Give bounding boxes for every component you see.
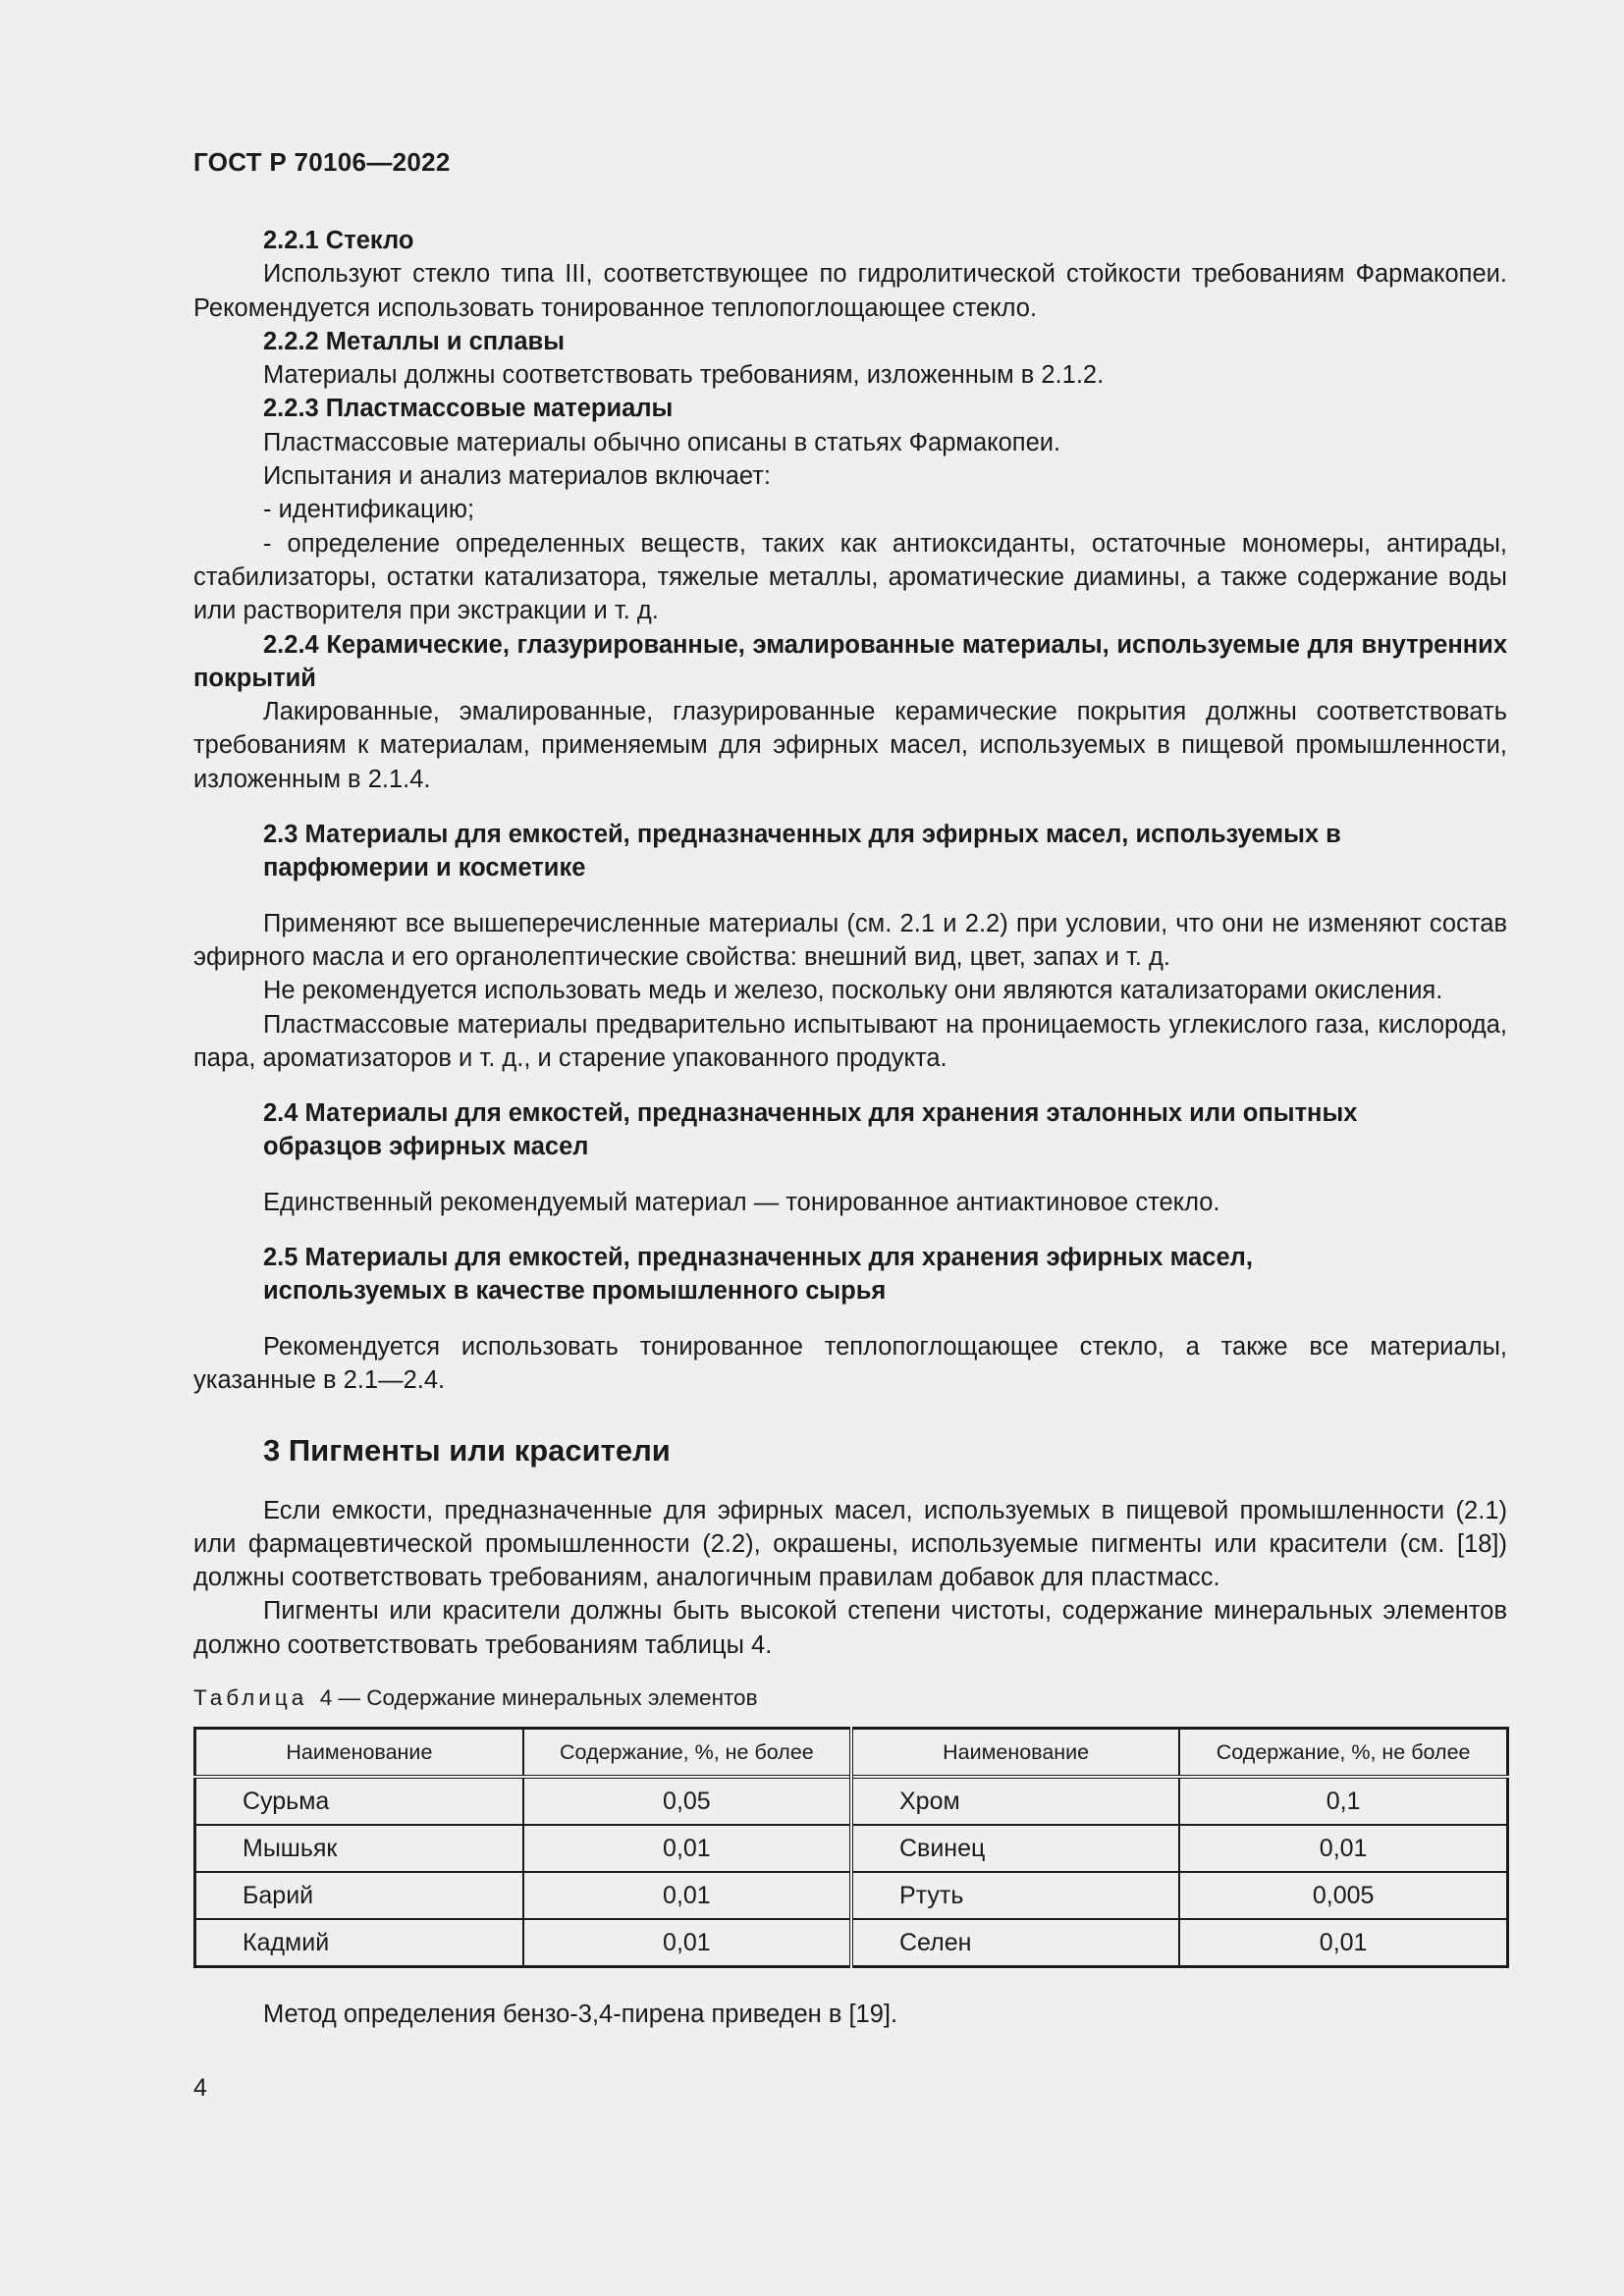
mineral-content-table <box>193 1727 1509 1968</box>
page-number: 4 <box>193 2074 207 2102</box>
paragraph: Используют стекло типа III, соответствующее по гидролитической стойкости требованиям Фармакопеи. Рекомендуется использовать тонированное теплопоглощающее стекло. <box>193 260 1507 322</box>
section-2-2-2-heading: 2.2.2 Металлы и сплавы <box>263 327 565 355</box>
table-cell: 0,01 <box>523 1872 851 1919</box>
paragraph: Материалы должны соответствовать требованиям, изложенным в 2.1.2. <box>263 361 1105 390</box>
table-caption-text: 4 — Содержание минеральных элементов <box>319 1684 758 1710</box>
table-cell: 0,01 <box>523 1919 851 1967</box>
table-caption-word: Таблица <box>193 1684 308 1710</box>
section-2-2-3-heading: 2.2.3 Пластмассовые материалы <box>263 395 674 423</box>
document-body <box>193 224 1507 2032</box>
paragraph: Если емкости, предназначенные для эфирных масел, используемых в пищевой промышленности (2.1) или фармацевтической промышленности (2.2), окрашены, используемые пигменты или красители (см. [18]) должны соответствовать требованиям, аналогичным правилам добавок для пластмасс. <box>193 1496 1507 1592</box>
table-cell: Кадмий <box>195 1919 523 1967</box>
table-row <box>195 1919 1508 1967</box>
table-cell: Селен <box>851 1919 1179 1967</box>
table-cell: 0,01 <box>523 1825 851 1872</box>
table-cell: 0,01 <box>1179 1825 1507 1872</box>
paragraph: Применяют все вышеперечисленные материалы (см. 2.1 и 2.2) при условии, что они не изменяют состав эфирного масла и его органолептические свойства: внешний вид, цвет, запах и т. д. <box>193 909 1507 971</box>
heading-line: 2.4 Материалы для емкостей, предназначенных для хранения эталонных или опытных <box>263 1099 1358 1128</box>
table-header-row <box>195 1729 1508 1778</box>
list-item: - идентификацию; <box>263 496 475 524</box>
table-cell: Барий <box>195 1872 523 1919</box>
paragraph: Рекомендуется использовать тонированное теплопоглощающее стекло, а также все материалы, указанные в 2.1—2.4. <box>193 1332 1507 1394</box>
section-2-2-1-heading: 2.2.1 Стекло <box>263 227 414 254</box>
heading-line: используемых в качестве промышленного сырья <box>263 1277 887 1306</box>
section-2-4-heading <box>193 1096 1507 1164</box>
column-header: Содержание, %, не более <box>1179 1729 1507 1778</box>
column-header: Наименование <box>195 1729 523 1778</box>
table-row <box>195 1777 1508 1825</box>
paragraph: Пластмассовые материалы обычно описаны в статьях Фармакопеи. <box>263 428 1061 456</box>
table-cell: Ртуть <box>851 1872 1179 1919</box>
heading-line: 2.3 Материалы для емкостей, предназначенных для эфирных масел, используемых в <box>263 821 1341 849</box>
column-header: Наименование <box>851 1729 1179 1778</box>
list-item: - определение определенных веществ, таких как антиоксиданты, остаточные мономеры, антирады, стабилизаторы, остатки катализатора, тяжелые металлы, ароматические диамины, а также содержание воды или растворителя при экстракции и т. д. <box>193 529 1507 625</box>
section-2-2-4-heading: 2.2.4 Керамические, глазурированные, эмалированные материалы, используемые для внутренних покрытий <box>193 630 1507 692</box>
paragraph: Испытания и анализ материалов включает: <box>263 462 771 491</box>
table-row <box>195 1825 1508 1872</box>
paragraph: Лакированные, эмалированные, глазурированные керамические покрытия должны соответствовать требованиям к материалам, применяемым для эфирных масел, используемых в пищевой промышленности, изложенным в 2.1.4. <box>193 698 1507 793</box>
section-3-heading: 3 Пигменты или красители <box>263 1433 671 1468</box>
table-cell: Хром <box>851 1777 1179 1825</box>
heading-line: парфюмерии и косметике <box>263 854 586 882</box>
footer-note: Метод определения бензо-3,4-пирена приведен в [19]. <box>263 2001 898 2029</box>
section-2-5-heading <box>193 1241 1507 1308</box>
paragraph: Единственный рекомендуемый материал — тонированное антиактиновое стекло. <box>263 1188 1220 1216</box>
heading-line: образцов эфирных масел <box>263 1133 589 1161</box>
section-2-3-heading <box>193 818 1507 885</box>
table-cell: Свинец <box>851 1825 1179 1872</box>
table-cell: 0,01 <box>1179 1919 1507 1967</box>
table-row <box>195 1872 1508 1919</box>
table-cell: 0,1 <box>1179 1777 1507 1825</box>
paragraph: Пигменты или красители должны быть высокой степени чистоты, содержание минеральных элементов должно соответствовать требованиям таблицы 4. <box>193 1597 1507 1659</box>
table-cell: 0,005 <box>1179 1872 1507 1919</box>
document-header: ГОСТ Р 70106—2022 <box>193 147 451 177</box>
table-cell: Мышьяк <box>195 1825 523 1872</box>
column-header: Содержание, %, не более <box>523 1729 851 1778</box>
table-cell: Сурьма <box>195 1777 523 1825</box>
heading-line: 2.5 Материалы для емкостей, предназначенных для хранения эфирных масел, <box>263 1244 1253 1272</box>
table-cell: 0,05 <box>523 1777 851 1825</box>
paragraph: Не рекомендуется использовать медь и железо, поскольку они являются катализаторами окисления. <box>263 977 1443 1005</box>
paragraph: Пластмассовые материалы предварительно испытывают на проницаемость углекислого газа, кислорода, пара, ароматизаторов и т. д., и старение упакованного продукта. <box>193 1010 1507 1072</box>
table-caption <box>193 1682 1507 1715</box>
